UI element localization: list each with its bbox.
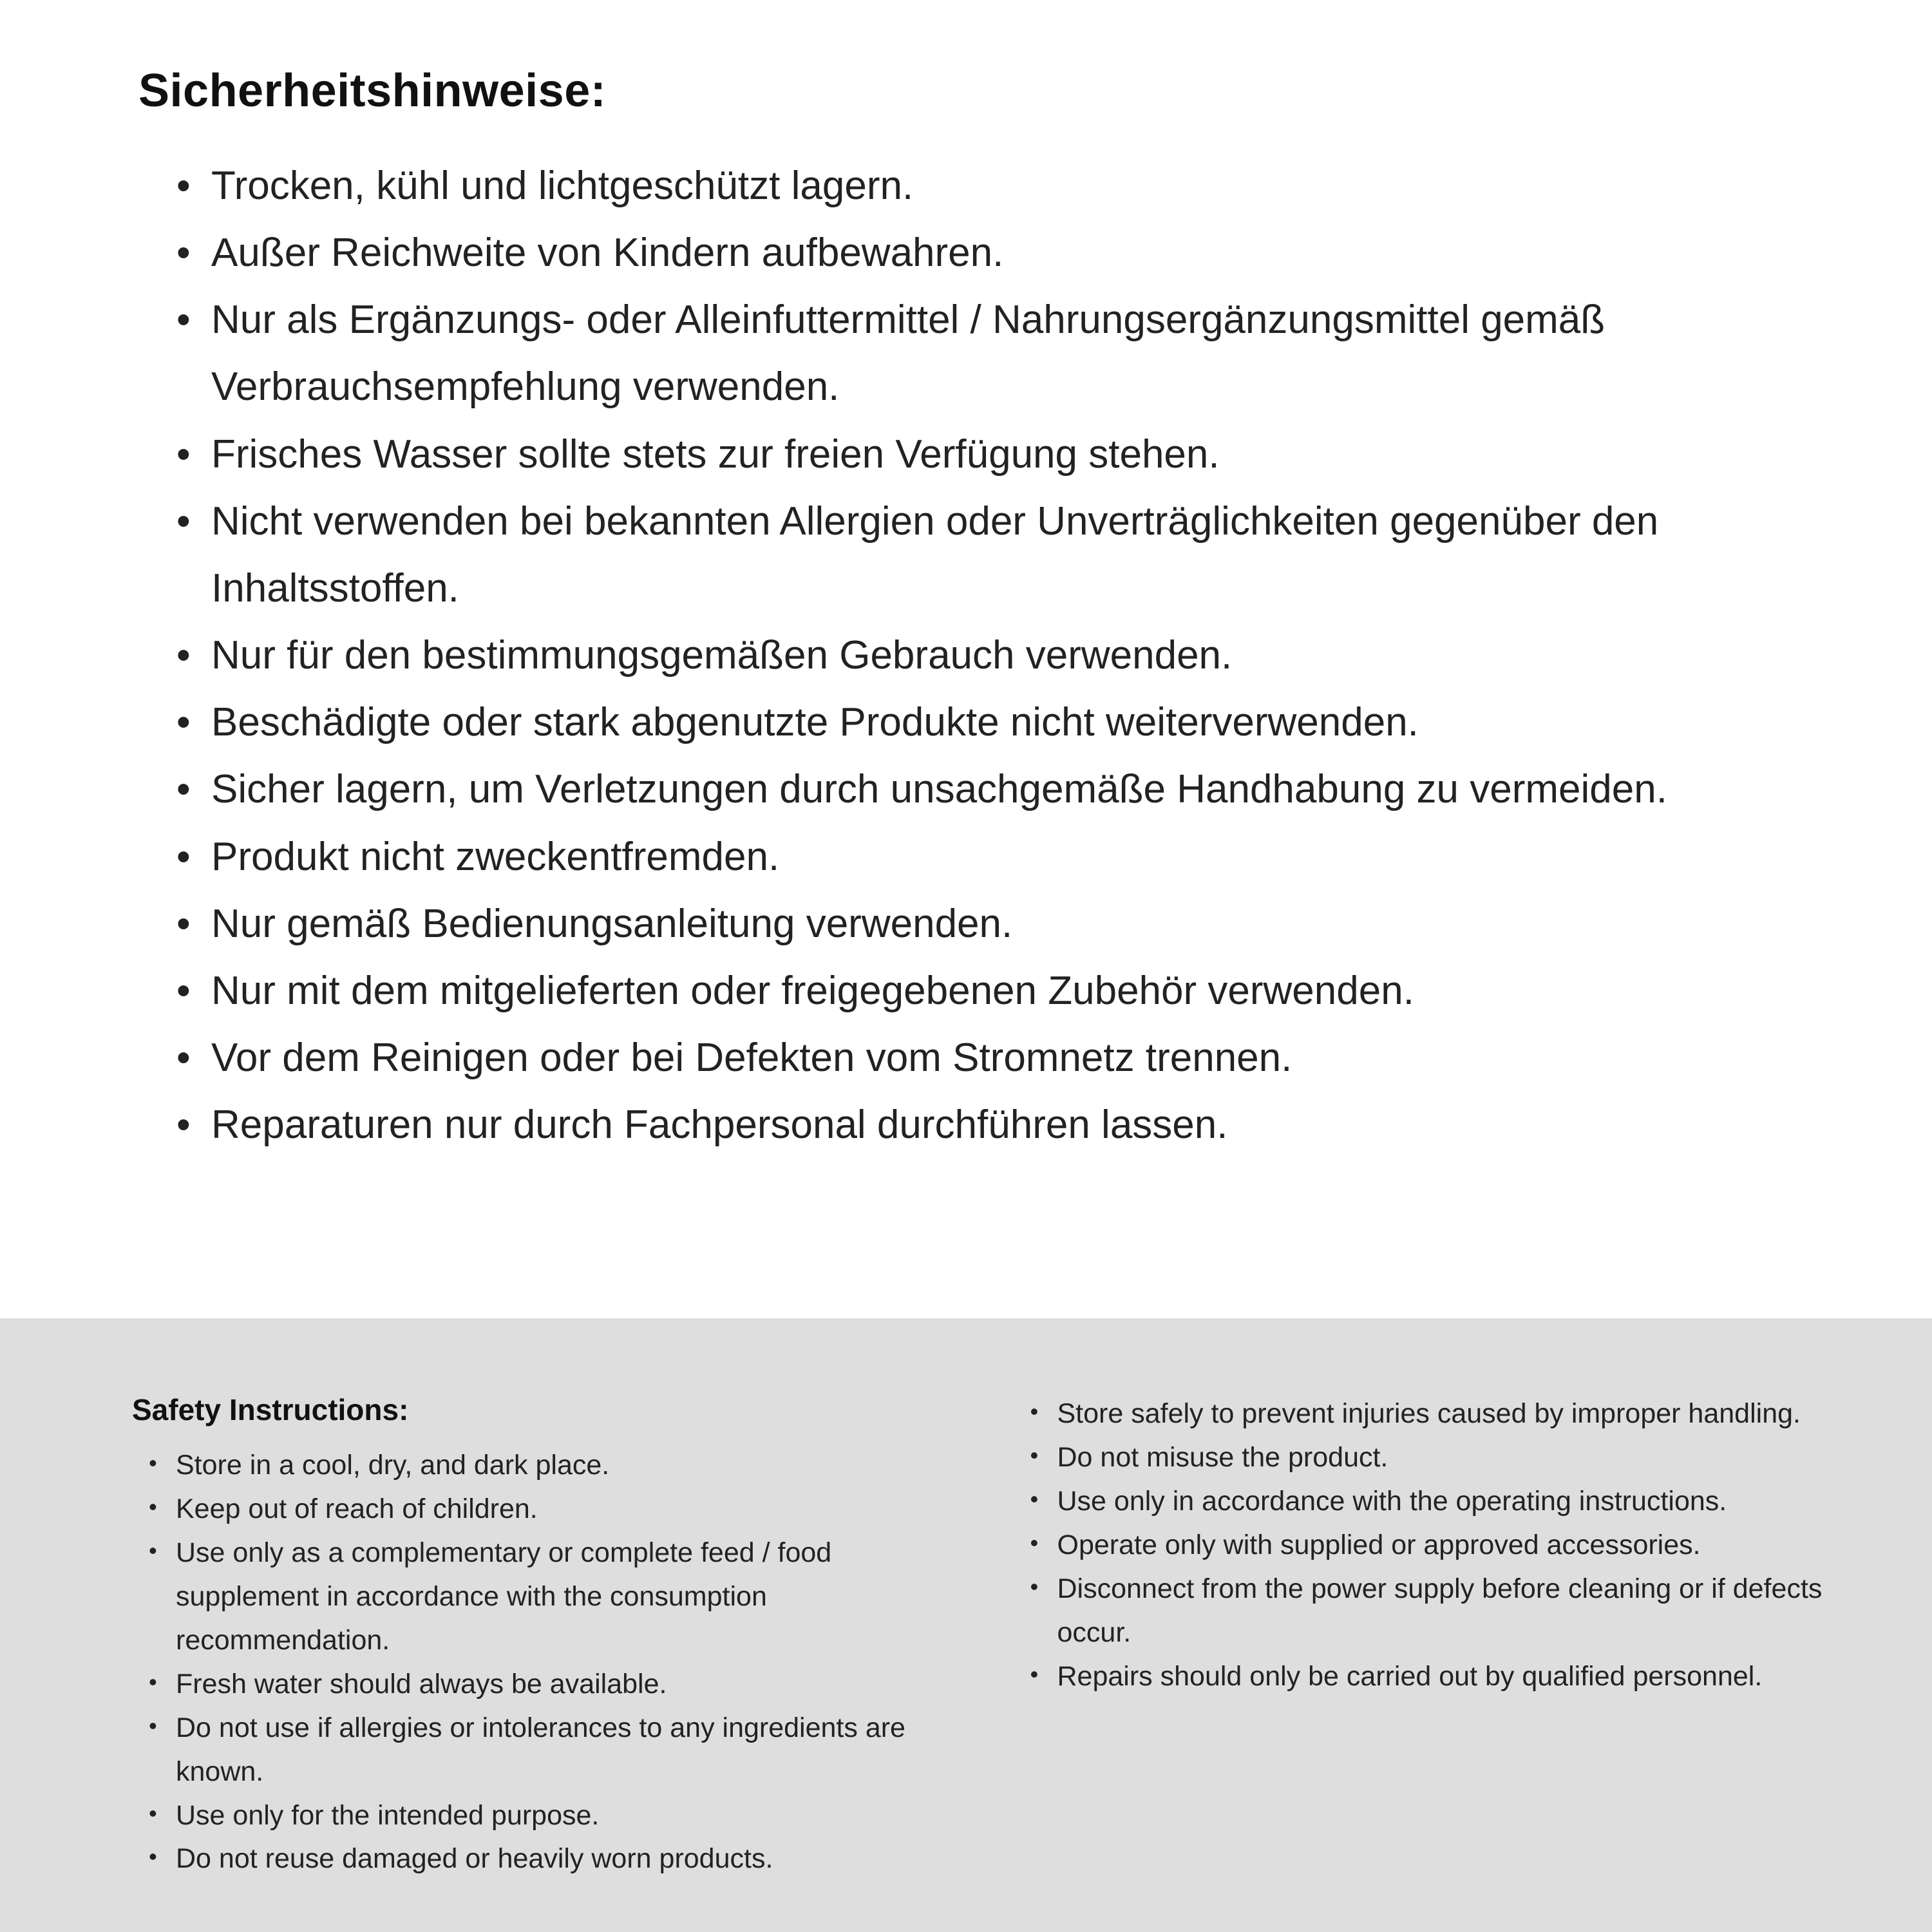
german-section-title: Sicherheitshinweise: — [138, 65, 607, 117]
list-item: • Disconnect from the power supply before cleaning or if defects occur. — [1029, 1567, 1842, 1655]
list-item: • Produkt nicht zweckentfremden. — [174, 824, 1694, 891]
list-item: • Store safely to prevent injuries caused by improper handling. — [1029, 1392, 1842, 1436]
english-safety-section — [0, 1318, 1932, 1932]
list-item: • Nur für den bestimmungsgemäßen Gebrauch verwenden. — [174, 622, 1694, 689]
list-item: • Trocken, kühl und lichtgeschützt lagern. — [174, 153, 1694, 220]
list-item: • Vor dem Reinigen oder bei Defekten vom Stromnetz trennen. — [174, 1025, 1694, 1092]
english-safety-list-right — [1029, 1392, 1842, 1699]
list-item: • Use only for the intended purpose. — [147, 1794, 945, 1838]
list-item: • Use only as a complementary or complete feed / food supplement in accordance with the consumption recommendation. — [147, 1531, 945, 1663]
list-item: • Reparaturen nur durch Fachpersonal durchführen lassen. — [174, 1092, 1694, 1159]
list-item: • Außer Reichweite von Kindern aufbewahren. — [174, 220, 1694, 287]
list-item: • Fresh water should always be available. — [147, 1663, 945, 1707]
list-item: • Nur gemäß Bedienungsanleitung verwenden. — [174, 891, 1694, 958]
list-item: • Sicher lagern, um Verletzungen durch unsachgemäße Handhabung zu vermeiden. — [174, 756, 1694, 823]
english-left-column — [132, 1392, 945, 1932]
english-section-title: Safety Instructions: — [132, 1393, 409, 1426]
list-item: • Nur mit dem mitgelieferten oder freigegebenen Zubehör verwenden. — [174, 958, 1694, 1025]
list-item: • Keep out of reach of children. — [147, 1488, 945, 1531]
list-item: • Beschädigte oder stark abgenutzte Produkte nicht weiterverwenden. — [174, 689, 1694, 756]
list-item: • Store in a cool, dry, and dark place. — [147, 1444, 945, 1488]
list-item: • Use only in accordance with the operating instructions. — [1029, 1480, 1842, 1524]
list-item: • Do not misuse the product. — [1029, 1436, 1842, 1480]
list-item: • Do not use if allergies or intolerances to any ingredients are known. — [147, 1707, 945, 1794]
list-item: • Do not reuse damaged or heavily worn products. — [147, 1837, 945, 1881]
list-item: • Frisches Wasser sollte stets zur freien Verfügung stehen. — [174, 421, 1694, 488]
list-item: • Nicht verwenden bei bekannten Allergien oder Unverträglichkeiten gegenüber den Inhaltsstoffen. — [174, 488, 1694, 622]
list-item: • Nur als Ergänzungs- oder Alleinfuttermittel / Nahrungsergänzungsmittel gemäß Verbrauchsempfehlung verwenden. — [174, 287, 1694, 421]
list-item: • Operate only with supplied or approved accessories. — [1029, 1524, 1842, 1567]
list-item: • Repairs should only be carried out by qualified personnel. — [1029, 1655, 1842, 1699]
english-right-column — [1029, 1392, 1842, 1932]
english-safety-list-left — [147, 1444, 945, 1881]
german-safety-list — [174, 153, 1694, 1159]
